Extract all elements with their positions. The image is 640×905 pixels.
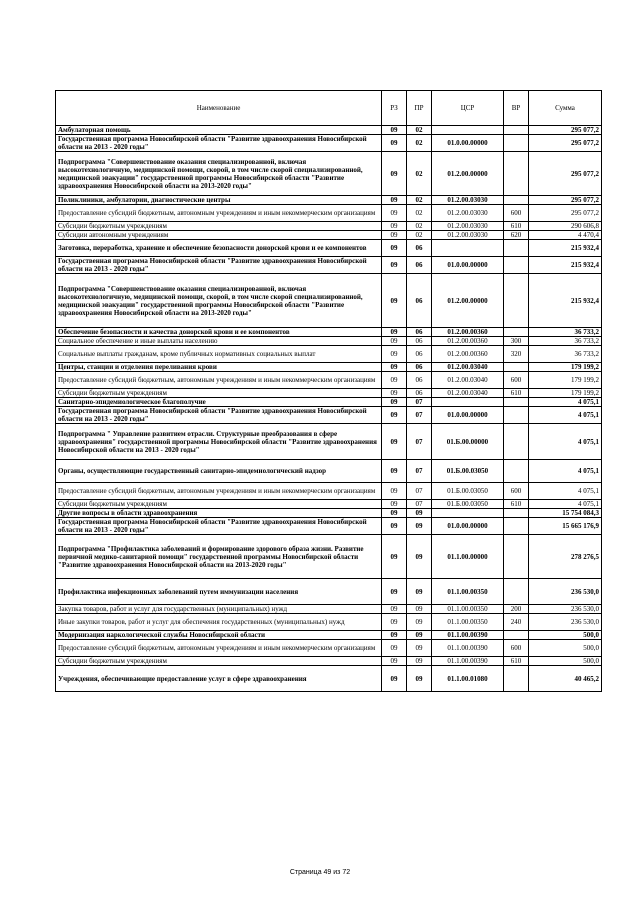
cell-rz: 09 xyxy=(382,257,407,274)
cell-vr: 610 xyxy=(504,222,529,231)
cell-csr: 01.Б.00.03050 xyxy=(432,460,504,483)
table-row xyxy=(56,363,602,372)
cell-pr: 07 xyxy=(407,500,432,509)
cell-csr: 01.1.00.00390 xyxy=(432,640,504,657)
cell-csr: 01.2.00.03030 xyxy=(432,205,504,222)
table-row xyxy=(56,372,602,389)
table-row xyxy=(56,222,602,231)
cell-sum: 179 199,2 xyxy=(529,372,602,389)
table-row xyxy=(56,231,602,240)
cell-sum: 278 276,5 xyxy=(529,535,602,579)
cell-vr: 300 xyxy=(504,337,529,346)
cell-rz: 09 xyxy=(382,605,407,614)
cell-vr xyxy=(504,518,529,535)
cell-name: Предоставление субсидий бюджетным, автономным учреждениям и иным некоммерческим организациям xyxy=(56,640,382,657)
table-row xyxy=(56,152,602,196)
header-pr: ПР xyxy=(407,91,432,126)
cell-vr xyxy=(504,152,529,196)
cell-name: Предоставление субсидий бюджетным, автономным учреждениям и иным некоммерческим организациям xyxy=(56,205,382,222)
cell-csr: 01.0.00.00000 xyxy=(432,518,504,535)
table-header-row xyxy=(56,91,602,126)
cell-sum: 236 530,0 xyxy=(529,614,602,631)
cell-name: Амбулаторная помощь xyxy=(56,126,382,135)
page-footer: Страница 49 из 72 xyxy=(289,869,351,876)
cell-rz: 09 xyxy=(382,196,407,205)
header-name: Наименование xyxy=(56,91,382,126)
table-row xyxy=(56,328,602,337)
cell-sum: 15 754 084,3 xyxy=(529,509,602,518)
cell-rz: 09 xyxy=(382,631,407,640)
cell-pr: 09 xyxy=(407,631,432,640)
cell-csr: 01.1.00.00000 xyxy=(432,535,504,579)
cell-vr xyxy=(504,407,529,424)
table-row xyxy=(56,337,602,346)
table-row xyxy=(56,240,602,257)
cell-name: Подпрограмма "Совершенствование оказания специализированной, включая высокотехнологичную, медицинской помощи, скорой, в том числе скорой специализированной, медицинской эвакуации" государственной программы Новосибирской области "Развитие здравоохранения Новосибирской области на 2013-2020 годы" xyxy=(56,152,382,196)
table-row xyxy=(56,205,602,222)
cell-vr xyxy=(504,196,529,205)
table-row xyxy=(56,509,602,518)
cell-sum: 215 932,4 xyxy=(529,240,602,257)
cell-csr: 01.2.00.03030 xyxy=(432,231,504,240)
cell-pr: 06 xyxy=(407,363,432,372)
table-row xyxy=(56,398,602,407)
budget-table xyxy=(55,90,602,692)
table-row xyxy=(56,657,602,666)
cell-pr: 09 xyxy=(407,509,432,518)
cell-vr xyxy=(504,240,529,257)
cell-name: Подпрограмма " Управление развитием отрасли. Структурные преобразования в сфере здравоохранения" государственной программы Новосибирской области "Развитие здравоохранения Новосибирской области на 2013 - 2020 годы" xyxy=(56,424,382,460)
cell-name: Органы, осуществляющие государственный санитарно-эпидемиологический надзор xyxy=(56,460,382,483)
cell-sum: 36 733,2 xyxy=(529,328,602,337)
cell-sum: 4 470,4 xyxy=(529,231,602,240)
cell-csr: 01.1.00.00390 xyxy=(432,631,504,640)
cell-rz: 09 xyxy=(382,579,407,605)
cell-pr: 09 xyxy=(407,518,432,535)
table-row xyxy=(56,274,602,328)
table-row xyxy=(56,196,602,205)
cell-csr: 01.2.00.03040 xyxy=(432,363,504,372)
table-row xyxy=(56,389,602,398)
cell-pr: 09 xyxy=(407,657,432,666)
cell-pr: 06 xyxy=(407,346,432,363)
table-body xyxy=(56,126,602,692)
cell-rz: 09 xyxy=(382,135,407,152)
cell-csr: 01.2.00.03030 xyxy=(432,222,504,231)
cell-pr: 07 xyxy=(407,483,432,500)
cell-pr: 09 xyxy=(407,605,432,614)
cell-name: Иные закупки товаров, работ и услуг для обеспечения государственных (муниципальных) нужд xyxy=(56,614,382,631)
cell-sum: 4 075,1 xyxy=(529,398,602,407)
cell-rz: 09 xyxy=(382,363,407,372)
cell-sum: 295 077,2 xyxy=(529,205,602,222)
table-row xyxy=(56,605,602,614)
table-row xyxy=(56,500,602,509)
cell-vr: 600 xyxy=(504,205,529,222)
cell-sum: 295 077,2 xyxy=(529,196,602,205)
table-row xyxy=(56,579,602,605)
cell-sum: 295 077,2 xyxy=(529,126,602,135)
cell-rz: 09 xyxy=(382,535,407,579)
cell-vr xyxy=(504,363,529,372)
cell-pr: 02 xyxy=(407,222,432,231)
cell-csr: 01.Б.00.03050 xyxy=(432,500,504,509)
cell-rz: 09 xyxy=(382,640,407,657)
cell-pr: 02 xyxy=(407,152,432,196)
cell-pr: 09 xyxy=(407,666,432,692)
cell-pr: 06 xyxy=(407,257,432,274)
cell-pr: 07 xyxy=(407,398,432,407)
header-csr: ЦСР xyxy=(432,91,504,126)
cell-csr: 01.1.00.00350 xyxy=(432,605,504,614)
cell-csr xyxy=(432,126,504,135)
cell-vr: 600 xyxy=(504,640,529,657)
header-rz: РЗ xyxy=(382,91,407,126)
cell-pr: 07 xyxy=(407,407,432,424)
cell-sum: 236 530,0 xyxy=(529,579,602,605)
cell-sum: 215 932,4 xyxy=(529,257,602,274)
cell-rz: 09 xyxy=(382,346,407,363)
cell-vr xyxy=(504,424,529,460)
table-row xyxy=(56,518,602,535)
cell-rz: 09 xyxy=(382,274,407,328)
cell-rz: 09 xyxy=(382,657,407,666)
cell-pr: 06 xyxy=(407,274,432,328)
cell-csr: 01.Б.00.03050 xyxy=(432,483,504,500)
cell-sum: 215 932,4 xyxy=(529,274,602,328)
cell-pr: 02 xyxy=(407,196,432,205)
cell-pr: 09 xyxy=(407,614,432,631)
cell-rz: 09 xyxy=(382,372,407,389)
cell-name: Профилактика инфекционных заболеваний путем иммунизации населения xyxy=(56,579,382,605)
cell-vr xyxy=(504,398,529,407)
cell-vr xyxy=(504,274,529,328)
cell-name: Обеспечение безопасности и качества донорской крови и ее компонентов xyxy=(56,328,382,337)
cell-csr: 01.1.00.00390 xyxy=(432,657,504,666)
cell-csr: 01.2.00.00360 xyxy=(432,328,504,337)
table-row xyxy=(56,257,602,274)
cell-pr: 09 xyxy=(407,535,432,579)
cell-vr xyxy=(504,631,529,640)
cell-name: Субсидии бюджетным учреждениям xyxy=(56,657,382,666)
cell-sum: 500,0 xyxy=(529,640,602,657)
header-vr: ВР xyxy=(504,91,529,126)
cell-sum: 15 665 176,9 xyxy=(529,518,602,535)
cell-rz: 09 xyxy=(382,483,407,500)
table-row xyxy=(56,614,602,631)
cell-name: Санитарно-эпидемиологическое благополучие xyxy=(56,398,382,407)
table-row xyxy=(56,640,602,657)
cell-vr: 620 xyxy=(504,231,529,240)
cell-vr xyxy=(504,126,529,135)
cell-csr: 01.2.00.03040 xyxy=(432,389,504,398)
cell-pr: 02 xyxy=(407,135,432,152)
cell-vr xyxy=(504,460,529,483)
cell-name: Государственная программа Новосибирской области "Развитие здравоохранения Новосибирской области на 2013 - 2020 годы" xyxy=(56,407,382,424)
cell-name: Подпрограмма "Профилактика заболеваний и формирование здорового образа жизни. Развитие первичной медико-санитарной помощи" государственной программы Новосибирской области "Развитие здравоохранения Новосибирской области на 2013-2020 годы" xyxy=(56,535,382,579)
cell-rz: 09 xyxy=(382,666,407,692)
cell-name: Другие вопросы в области здравоохранения xyxy=(56,509,382,518)
header-sum: Сумма xyxy=(529,91,602,126)
cell-sum: 4 075,1 xyxy=(529,424,602,460)
cell-vr: 600 xyxy=(504,372,529,389)
cell-rz: 09 xyxy=(382,518,407,535)
cell-sum: 4 075,1 xyxy=(529,407,602,424)
table-row xyxy=(56,535,602,579)
cell-rz: 09 xyxy=(382,231,407,240)
cell-rz: 09 xyxy=(382,398,407,407)
cell-sum: 500,0 xyxy=(529,631,602,640)
cell-csr: 01.2.00.03030 xyxy=(432,196,504,205)
cell-name: Социальное обеспечение и иные выплаты населению xyxy=(56,337,382,346)
table-row xyxy=(56,126,602,135)
cell-sum: 290 606,8 xyxy=(529,222,602,231)
cell-rz: 09 xyxy=(382,614,407,631)
cell-name: Центры, станции и отделения переливания крови xyxy=(56,363,382,372)
cell-name: Субсидии бюджетным учреждениям xyxy=(56,500,382,509)
cell-rz: 09 xyxy=(382,205,407,222)
cell-sum: 236 530,0 xyxy=(529,605,602,614)
cell-sum: 4 075,1 xyxy=(529,460,602,483)
cell-csr: 01.2.00.00000 xyxy=(432,152,504,196)
cell-sum: 295 077,2 xyxy=(529,152,602,196)
cell-pr: 02 xyxy=(407,205,432,222)
cell-csr: 01.2.00.00360 xyxy=(432,346,504,363)
cell-vr: 610 xyxy=(504,657,529,666)
cell-vr xyxy=(504,535,529,579)
cell-name: Предоставление субсидий бюджетным, автономным учреждениям и иным некоммерческим организациям xyxy=(56,372,382,389)
cell-sum: 179 199,2 xyxy=(529,363,602,372)
cell-rz: 09 xyxy=(382,460,407,483)
table-row xyxy=(56,407,602,424)
cell-rz: 09 xyxy=(382,337,407,346)
cell-vr: 610 xyxy=(504,500,529,509)
cell-csr: 01.0.00.00000 xyxy=(432,407,504,424)
cell-sum: 500,0 xyxy=(529,657,602,666)
cell-csr xyxy=(432,509,504,518)
cell-sum: 295 077,2 xyxy=(529,135,602,152)
cell-vr xyxy=(504,257,529,274)
cell-csr xyxy=(432,240,504,257)
table-row xyxy=(56,424,602,460)
cell-pr: 06 xyxy=(407,389,432,398)
cell-name: Учреждения, обеспечивающие предоставление услуг в сфере здравоохранения xyxy=(56,666,382,692)
cell-csr: 01.2.00.03040 xyxy=(432,372,504,389)
cell-name: Заготовка, переработка, хранение и обеспечение безопасности донорской крови и ее компонентов xyxy=(56,240,382,257)
cell-name: Закупка товаров, работ и услуг для государственных (муниципальных) нужд xyxy=(56,605,382,614)
cell-sum: 36 733,2 xyxy=(529,337,602,346)
cell-rz: 09 xyxy=(382,509,407,518)
cell-vr: 200 xyxy=(504,605,529,614)
cell-vr xyxy=(504,666,529,692)
cell-vr: 320 xyxy=(504,346,529,363)
table-row xyxy=(56,483,602,500)
cell-sum: 36 733,2 xyxy=(529,346,602,363)
cell-name: Субсидии бюджетным учреждениям xyxy=(56,222,382,231)
cell-name: Предоставление субсидий бюджетным, автономным учреждениям и иным некоммерческим организациям xyxy=(56,483,382,500)
cell-pr: 07 xyxy=(407,424,432,460)
table-row xyxy=(56,666,602,692)
cell-vr xyxy=(504,579,529,605)
cell-rz: 09 xyxy=(382,389,407,398)
cell-name: Субсидии бюджетным учреждениям xyxy=(56,389,382,398)
cell-rz: 09 xyxy=(382,126,407,135)
cell-csr: 01.2.00.00360 xyxy=(432,337,504,346)
cell-csr: 01.1.00.00350 xyxy=(432,579,504,605)
cell-csr xyxy=(432,398,504,407)
cell-csr: 01.1.00.01080 xyxy=(432,666,504,692)
cell-vr: 610 xyxy=(504,389,529,398)
cell-pr: 06 xyxy=(407,337,432,346)
cell-name: Государственная программа Новосибирской области "Развитие здравоохранения Новосибирской области на 2013 - 2020 годы" xyxy=(56,135,382,152)
cell-vr xyxy=(504,509,529,518)
cell-pr: 07 xyxy=(407,460,432,483)
cell-csr: 01.0.00.00000 xyxy=(432,257,504,274)
cell-name: Подпрограмма "Совершенствование оказания специализированной, включая высокотехнологичную, медицинской помощи, скорой, в том числе скорой специализированной, медицинской эвакуации" государственной программы Новосибирской области "Развитие здравоохранения Новосибирской области на 2013-2020 годы" xyxy=(56,274,382,328)
cell-pr: 09 xyxy=(407,579,432,605)
cell-name: Государственная программа Новосибирской области "Развитие здравоохранения Новосибирской области на 2013 - 2020 годы" xyxy=(56,257,382,274)
cell-rz: 09 xyxy=(382,222,407,231)
cell-pr: 02 xyxy=(407,231,432,240)
cell-csr: 01.2.00.00000 xyxy=(432,274,504,328)
cell-name: Поликлиники, амбулатории, диагностические центры xyxy=(56,196,382,205)
cell-name: Государственная программа Новосибирской области "Развитие здравоохранения Новосибирской области на 2013 - 2020 годы" xyxy=(56,518,382,535)
cell-sum: 4 075,1 xyxy=(529,500,602,509)
cell-pr: 06 xyxy=(407,240,432,257)
cell-pr: 06 xyxy=(407,328,432,337)
cell-csr: 01.0.00.00000 xyxy=(432,135,504,152)
cell-pr: 02 xyxy=(407,126,432,135)
cell-rz: 09 xyxy=(382,500,407,509)
cell-pr: 06 xyxy=(407,372,432,389)
table-row xyxy=(56,460,602,483)
cell-vr xyxy=(504,328,529,337)
cell-vr: 600 xyxy=(504,483,529,500)
cell-pr: 09 xyxy=(407,640,432,657)
cell-csr: 01.Б.00.00000 xyxy=(432,424,504,460)
cell-vr: 240 xyxy=(504,614,529,631)
cell-csr: 01.1.00.00350 xyxy=(432,614,504,631)
cell-rz: 09 xyxy=(382,407,407,424)
cell-name: Модернизация наркологической службы Новосибирской области xyxy=(56,631,382,640)
cell-name: Субсидии автономным учреждениям xyxy=(56,231,382,240)
table-row xyxy=(56,631,602,640)
table-row xyxy=(56,346,602,363)
table-row xyxy=(56,135,602,152)
cell-name: Социальные выплаты гражданам, кроме публичных нормативных социальных выплат xyxy=(56,346,382,363)
cell-rz: 09 xyxy=(382,424,407,460)
cell-rz: 09 xyxy=(382,240,407,257)
cell-sum: 4 075,1 xyxy=(529,483,602,500)
cell-rz: 09 xyxy=(382,328,407,337)
cell-sum: 40 465,2 xyxy=(529,666,602,692)
cell-vr xyxy=(504,135,529,152)
cell-rz: 09 xyxy=(382,152,407,196)
cell-sum: 179 199,2 xyxy=(529,389,602,398)
